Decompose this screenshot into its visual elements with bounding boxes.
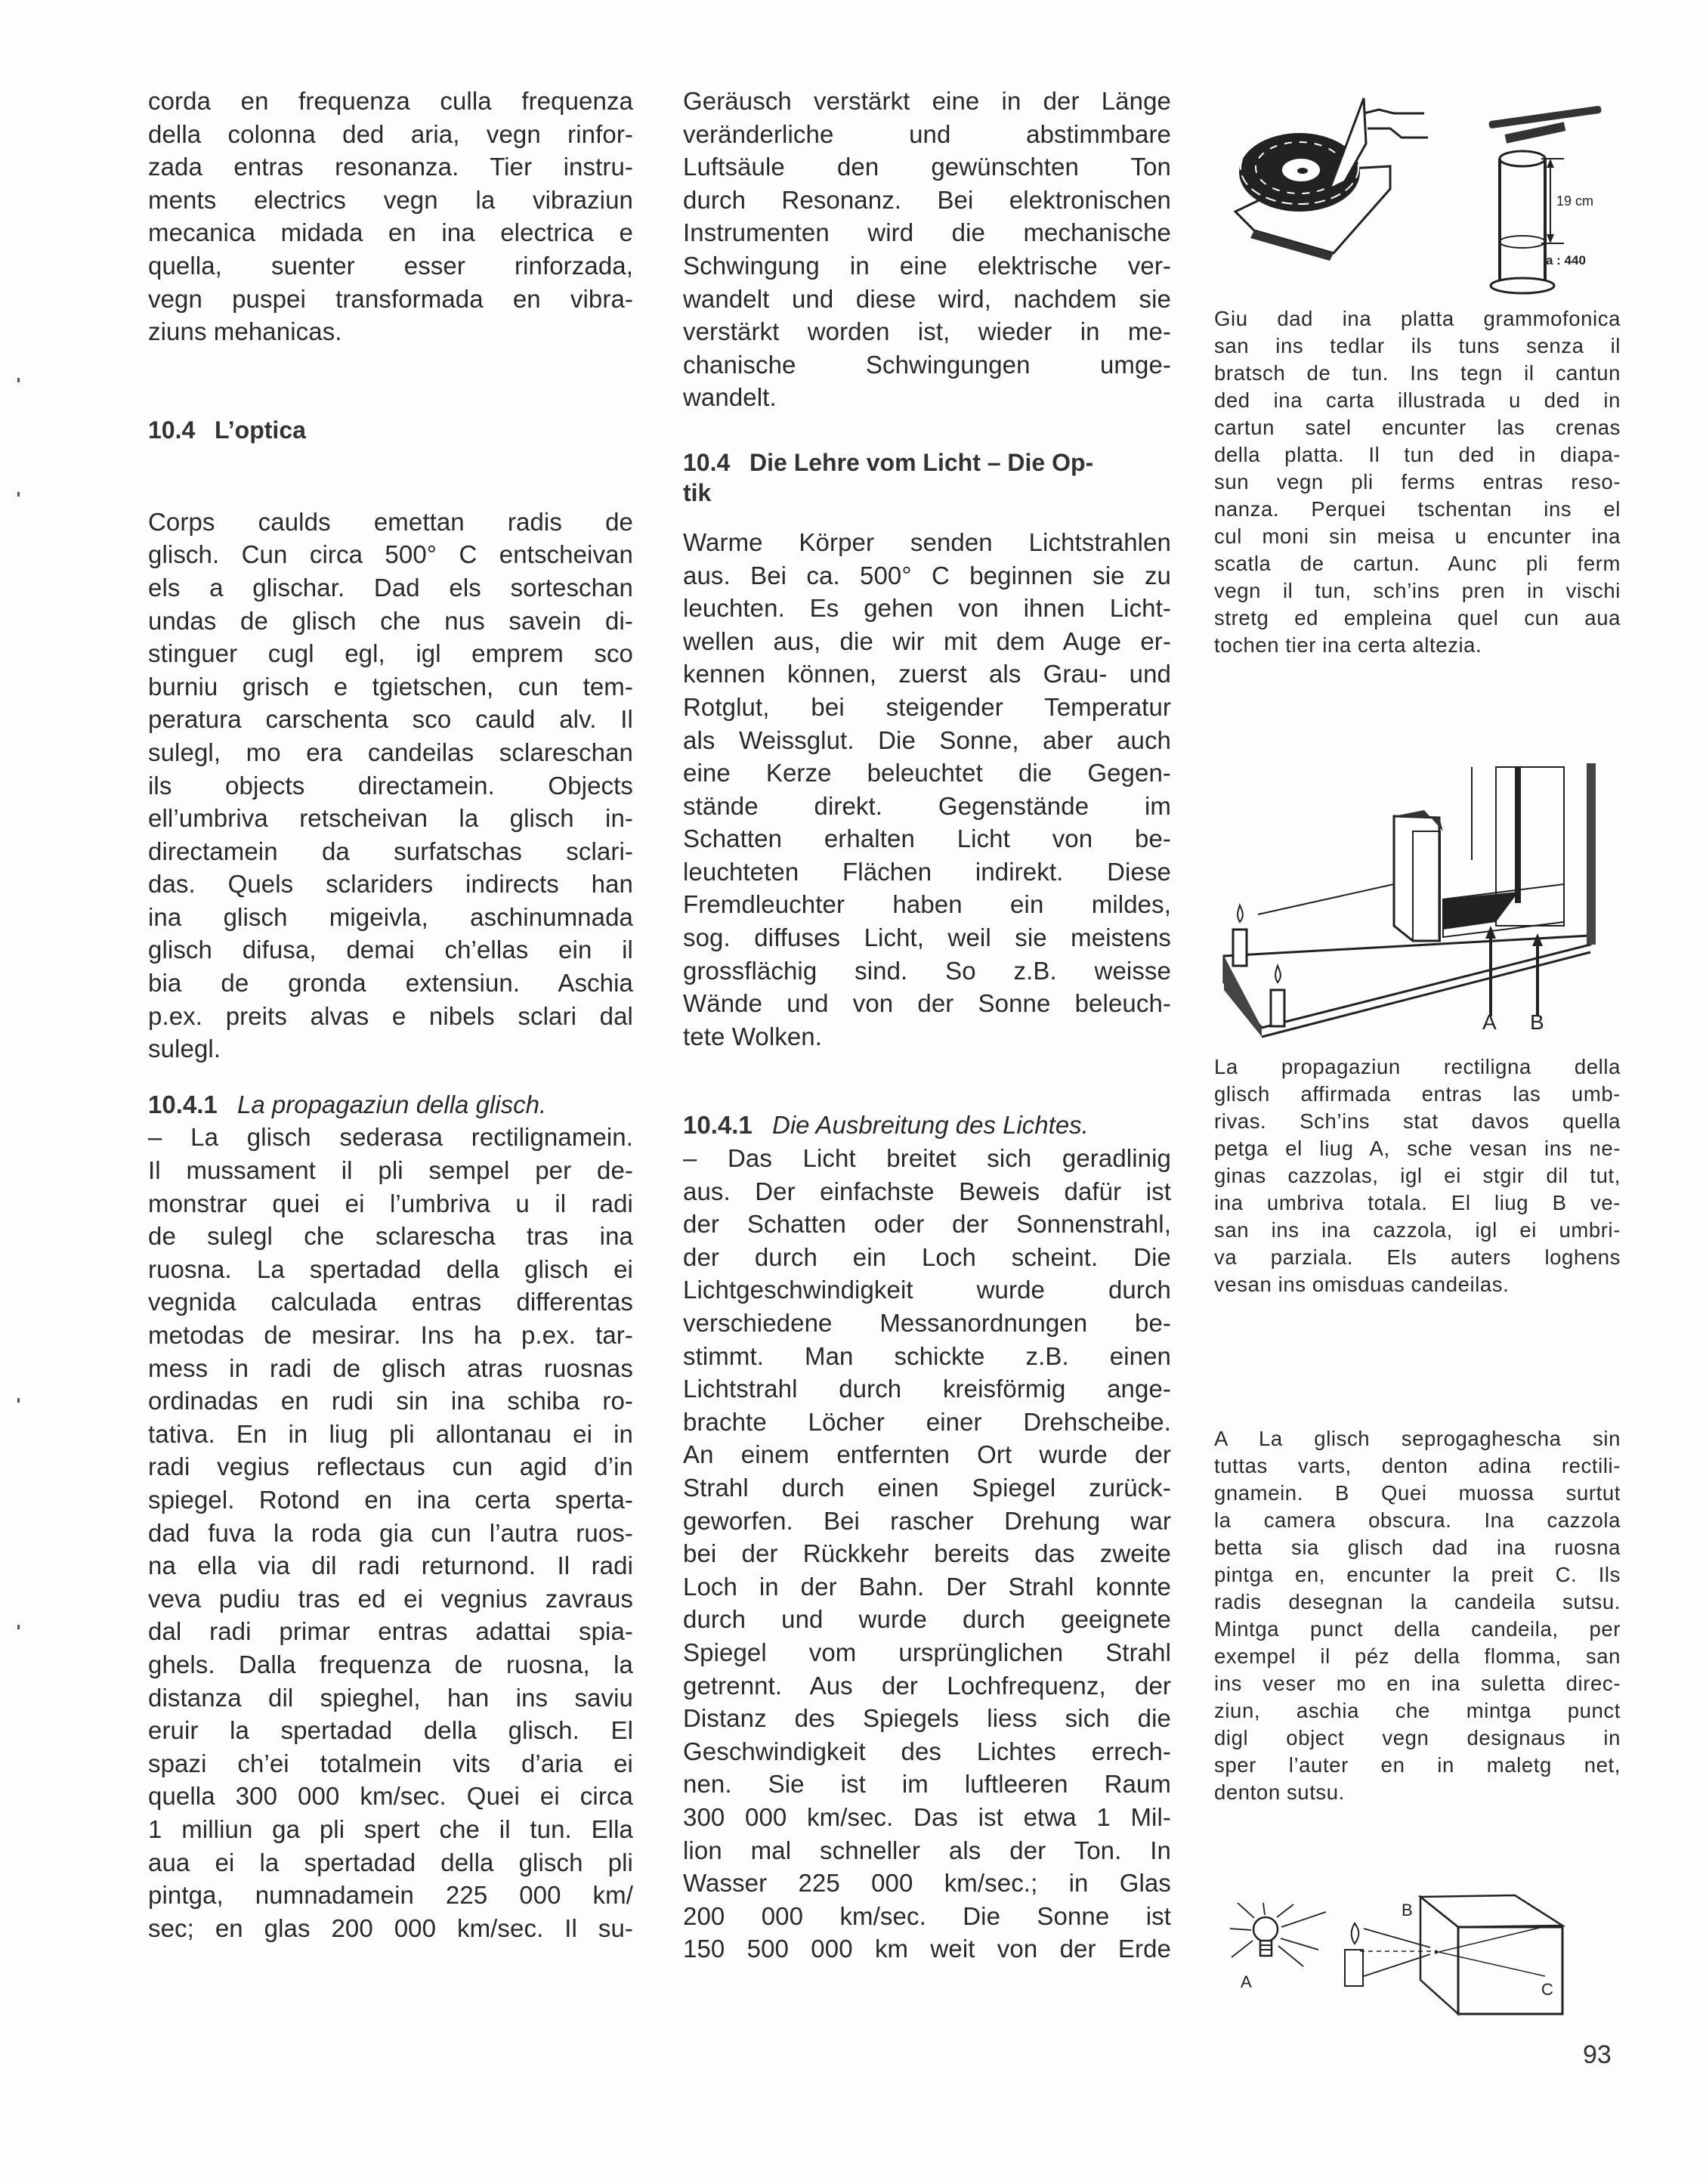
- caption-camera-obscura: [1214, 1425, 1621, 1806]
- text-line: der Schatten oder der Sonnenstrahl,: [683, 1210, 1171, 1239]
- text-line: durch Resonanz. Bei elektronischen: [683, 185, 1171, 214]
- scan-speck: [17, 492, 20, 497]
- figure-bulb-and-camera-obscura: [1209, 1874, 1624, 2025]
- caption-line: sun vegn pli ferms entras reso-: [1214, 470, 1621, 493]
- text-line: ils objects directamein. Objects: [148, 771, 633, 800]
- caption-line: scatla de cartun. Aunc pli ferm: [1214, 552, 1621, 575]
- section-number: 10.4: [148, 416, 196, 444]
- middle-intro-paragraph: [683, 85, 1171, 414]
- text-line: quella, suenter esser rinforzada,: [148, 251, 633, 280]
- text-line: de sulegl che sclarescha tras ina: [148, 1222, 633, 1251]
- figure-gramophone-and-resonance-tube: [1209, 83, 1624, 302]
- caption-line: exempel il péz della flomma, san: [1214, 1644, 1621, 1668]
- scan-speck: [17, 378, 20, 382]
- caption-line: stretg ed empleina quel cun aua: [1214, 606, 1621, 630]
- text-line: bia de gronda extensiun. Aschia: [148, 969, 633, 998]
- text-line: tete Wolken.: [683, 1022, 823, 1050]
- subsection-heading-10-4-1-romansh: [148, 1088, 633, 1121]
- caption-line: La propagaziun rectiligna della: [1214, 1055, 1621, 1078]
- text-line: das. Quels sclariders indirects han: [148, 870, 633, 899]
- caption-line: ginas cazzolas, igl ei stgir dil tut,: [1214, 1164, 1621, 1187]
- caption-line: ziun, aschia che mintga punct: [1214, 1699, 1621, 1722]
- text-line: Geräusch verstärkt eine in der Länge: [683, 87, 1171, 115]
- text-line: directamein da surfatschas sclari-: [148, 837, 633, 865]
- text-line: zada entras resonanza. Tier instru-: [148, 153, 633, 181]
- text-line: mess in radi de glisch atras ruosnas: [148, 1353, 633, 1382]
- caption-line: glisch affirmada entras las umb-: [1214, 1082, 1621, 1106]
- left-intro-paragraph: [148, 85, 633, 348]
- caption-shadow: [1214, 1053, 1621, 1298]
- caption-line: san ins tedlar ils tuns senza il: [1214, 334, 1621, 357]
- caption-line: va parziala. Els auters loghens: [1214, 1245, 1621, 1269]
- caption-line: san ins ina cazzola, igl ei umbri-: [1214, 1218, 1621, 1242]
- subsection-heading-10-4-1-german: [683, 1109, 1171, 1142]
- text-line: stinguer cugl egl, igl emprem sco: [148, 639, 633, 668]
- text-line: Corps caulds emettan radis de: [148, 507, 633, 536]
- text-line: verstärkt worden ist, wieder in me-: [683, 317, 1171, 346]
- subsection-title: Die Ausbreitung des Lichtes.: [772, 1111, 1089, 1140]
- text-line: monstrar quei ei l’umbriva u il radi: [148, 1189, 633, 1217]
- text-line: 300 000 km/sec. Das ist etwa 1 Mil-: [683, 1802, 1171, 1831]
- figure-label-a: A: [1241, 1972, 1252, 1991]
- caption-line: pintga en, encunter la preit C. Ils: [1214, 1563, 1621, 1586]
- text-line: 1 milliun ga pli spert che il tun. Ella: [148, 1814, 633, 1843]
- text-line: els a glischar. Dad els sorteschan: [148, 573, 633, 602]
- section-number: 10.4: [683, 448, 731, 476]
- figure-label-b: B: [1530, 1010, 1544, 1034]
- camera-obscura-illustration: [1209, 1874, 1624, 2025]
- text-line: Schatten erhalten Licht von be-: [683, 824, 1171, 853]
- text-line: mecanica midada en ina electrica e: [148, 218, 633, 247]
- text-line: Wasser 225 000 km/sec.; in Glas: [683, 1869, 1171, 1898]
- text-line: Fremdleuchter haben ein mildes,: [683, 890, 1171, 919]
- text-line: Loch in der Bahn. Der Strahl konnte: [683, 1572, 1171, 1601]
- page-number: 93: [1583, 2040, 1612, 2069]
- middle-column: [683, 85, 1171, 1966]
- text-line: spazi ch’ei totalmein vits d’aria ei: [148, 1749, 633, 1777]
- text-line: ghels. Dalla frequenza de ruosna, la: [148, 1650, 633, 1678]
- text-line: sog. diffuses Licht, weil sie meistens: [683, 923, 1171, 952]
- text-line: vegn puspei transformada en vibra-: [148, 284, 633, 313]
- text-line: als Weissglut. Die Sonne, aber auch: [683, 725, 1171, 754]
- text-line: chanische Schwingungen umge-: [683, 350, 1171, 379]
- text-line: brachte Löcher einer Drehscheibe.: [683, 1407, 1171, 1436]
- text-line: veva pudiu tras ed ei vegnius zavraus: [148, 1584, 633, 1613]
- text-line: aus. Der einfachste Beweis dafür ist: [683, 1177, 1171, 1205]
- text-line: Geschwindigkeit des Lichtes errech-: [683, 1737, 1171, 1765]
- text-line: sulegl.: [148, 1035, 221, 1063]
- figure-label-frequency: a : 440: [1546, 253, 1586, 268]
- figure-label-height: 19 cm: [1556, 193, 1594, 209]
- caption-line: cartun satel encunter las crenas: [1214, 416, 1621, 439]
- light-bulb-icon: [1230, 1903, 1326, 1991]
- text-line: veränderliche und abstimmbare: [683, 119, 1171, 148]
- text-line: – Das Licht breitet sich geradlinig: [683, 1144, 1171, 1173]
- section-title: L’optica: [215, 416, 306, 444]
- caption-line: vesan ins omisduas candeilas.: [1214, 1273, 1510, 1296]
- caption-line: radis desegnan la candeila sutsu.: [1214, 1590, 1621, 1613]
- scan-speck: [17, 1398, 20, 1403]
- text-line: radi vegius reflectaus cun agid d’in: [148, 1452, 633, 1481]
- shadow-experiment-illustration: [1209, 763, 1624, 1047]
- caption-line: Giu dad ina platta grammofonica: [1214, 307, 1621, 330]
- text-line: ordinadas en rudi sin ina schiba ro-: [148, 1387, 633, 1415]
- text-line: glisch difusa, demai ch’ellas ein il: [148, 936, 633, 964]
- text-line: verschiedene Messanordnungen be-: [683, 1309, 1171, 1337]
- text-line: getrennt. Aus der Lochfrequenz, der: [683, 1671, 1171, 1700]
- text-line: undas de glisch che nus savein di-: [148, 606, 633, 635]
- text-line: peratura carschenta sco cauld alv. Il: [148, 705, 633, 734]
- caption-line: petga el liug A, sche vesan ins ne-: [1214, 1137, 1621, 1160]
- caption-line: ina umbriva totala. El liug B ve-: [1214, 1191, 1621, 1214]
- text-line: aua ei la spertadad della glisch pli: [148, 1848, 633, 1876]
- text-line: sulegl, mo era candeilas sclareschan: [148, 738, 633, 766]
- caption-line: betta sia glisch dad ina ruosna: [1214, 1536, 1621, 1559]
- middle-optics-paragraph: [683, 526, 1171, 1053]
- section-title-line: Die Lehre vom Licht – Die Op-: [749, 448, 1094, 476]
- text-line: geworfen. Bei rascher Drehung war: [683, 1506, 1171, 1535]
- text-line: pintga, numnadamein 225 000 km/: [148, 1881, 633, 1910]
- section-heading-10-4-romansh: [148, 413, 633, 447]
- caption-line: sper l’auter en in maletg net,: [1214, 1753, 1621, 1777]
- text-line: vegnida calculada entras differentas: [148, 1288, 633, 1316]
- caption-line: digl object vegn designaus in: [1214, 1726, 1621, 1749]
- text-line: der durch ein Loch scheint. Die: [683, 1242, 1171, 1271]
- text-line: ments electrics vegn la vibraziun: [148, 185, 633, 214]
- text-line: quella 300 000 km/sec. Quei ei circa: [148, 1782, 633, 1811]
- text-line: lion mal schneller als der Ton. In: [683, 1836, 1171, 1864]
- text-line: 150 500 000 km weit von der Erde: [683, 1935, 1171, 1963]
- caption-line: rivas. Sch’ins stat davos quella: [1214, 1109, 1621, 1133]
- text-line: Il mussament il pli sempel per de-: [148, 1156, 633, 1185]
- caption-gramophone: [1214, 305, 1621, 659]
- caption-line: gnamein. B Quei muossa surtut: [1214, 1481, 1621, 1505]
- text-line: nen. Sie ist im luftleeren Raum: [683, 1770, 1171, 1799]
- text-line: Lichtgeschwindigkeit wurde durch: [683, 1276, 1171, 1304]
- text-line: leuchten. Es gehen von ihnen Licht-: [683, 594, 1171, 623]
- text-line: dad fuva la roda gia cun l’autra ruos-: [148, 1518, 633, 1547]
- gramophone-illustration: [1209, 83, 1624, 302]
- text-line: Instrumenten wird die mechanische: [683, 218, 1171, 247]
- middle-propagation-paragraph: [683, 1109, 1171, 1965]
- text-line: glisch. Cun circa 500° C entscheivan: [148, 540, 633, 569]
- text-line: distanza dil spieghel, han ins saviu: [148, 1683, 633, 1712]
- text-line: wandelt.: [683, 383, 777, 412]
- caption-line: tochen tier ina certa altezia.: [1214, 633, 1482, 657]
- text-line: eine Kerze beleuchtet die Gegen-: [683, 759, 1171, 787]
- text-line: ruosna. La spertadad della glisch ei: [148, 1254, 633, 1283]
- subsection-number: 10.4.1: [683, 1111, 753, 1140]
- text-line: ina glisch migeivla, aschinumnada: [148, 902, 633, 931]
- scan-speck: [17, 1625, 20, 1629]
- caption-line: A La glisch seprogaghescha sin: [1214, 1427, 1621, 1450]
- text-line: Schwingung in eine elektrische ver-: [683, 251, 1171, 280]
- text-line: 200 000 km/sec. Die Sonne ist: [683, 1901, 1171, 1930]
- left-column: [148, 85, 633, 1944]
- text-line: na ella via dil radi returnond. Il radi: [148, 1551, 633, 1580]
- caption-line: ins veser mo en ina suletta direc-: [1214, 1672, 1621, 1695]
- figure-label-b: B: [1402, 1901, 1413, 1920]
- left-optics-paragraph: [148, 506, 633, 1066]
- text-line: Luftsäule den gewünschten Ton: [683, 153, 1171, 181]
- text-line: della colonna ded aria, vegn rinfor-: [148, 119, 633, 148]
- caption-line: bratsch de tun. Ins tegn il cantun: [1214, 361, 1621, 385]
- caption-line: Mintga punct della candeila, per: [1214, 1617, 1621, 1641]
- text-line: grossflächig sind. So z.B. weisse: [683, 956, 1171, 985]
- text-line: metodas de mesirar. Ins ha p.ex. tar-: [148, 1321, 633, 1349]
- text-line: aus. Bei ca. 500° C beginnen sie zu: [683, 561, 1171, 589]
- text-line: eruir la spertadad della glisch. El: [148, 1716, 633, 1745]
- text-line: sec; en glas 200 000 km/sec. Il su-: [148, 1913, 633, 1942]
- text-line: Rotglut, bei steigender Temperatur: [683, 692, 1171, 721]
- text-line: p.ex. preits alvas e nibels sclari dal: [148, 1001, 633, 1030]
- caption-line: denton sutsu.: [1214, 1780, 1345, 1804]
- text-line: corda en frequenza culla frequenza: [148, 87, 633, 115]
- text-line: Wände und von der Sonne beleuch-: [683, 989, 1171, 1018]
- text-line: durch und wurde durch geeignete: [683, 1605, 1171, 1634]
- figure-label-c: C: [1541, 1980, 1553, 1999]
- caption-line: nanza. Perquei tschentan ins el: [1214, 497, 1621, 521]
- text-line: leuchteten Flächen indirekt. Diese: [683, 857, 1171, 886]
- text-line: bei der Rückkehr bereits das zweite: [683, 1539, 1171, 1568]
- caption-line: tuttas varts, denton adina rectili-: [1214, 1454, 1621, 1477]
- text-line: spiegel. Rotond en ina certa sperta-: [148, 1485, 633, 1514]
- text-line: stimmt. Man schickte z.B. einen: [683, 1341, 1171, 1370]
- caption-line: ded ina carta illustrada u ded in: [1214, 388, 1621, 412]
- text-line: Warme Körper senden Lichtstrahlen: [683, 527, 1171, 556]
- text-line: Distanz des Spiegels liess sich die: [683, 1704, 1171, 1733]
- section-heading-10-4-german: [683, 446, 1171, 509]
- text-line: – La glisch sederasa rectilignamein.: [148, 1123, 633, 1152]
- text-line: wellen aus, die wir mit dem Auge er-: [683, 626, 1171, 655]
- text-line: Lichtstrahl durch kreisförmig ange-: [683, 1375, 1171, 1403]
- caption-line: della platta. Il tun ded in diapa-: [1214, 443, 1621, 466]
- text-line: tativa. En in liug pli allontanau ei in: [148, 1419, 633, 1448]
- text-line: stände direkt. Gegenstände im: [683, 791, 1171, 820]
- subsection-number: 10.4.1: [148, 1090, 218, 1118]
- text-line: burniu grisch e tgietschen, cun tem-: [148, 672, 633, 701]
- left-propagation-paragraph: [148, 1088, 633, 1944]
- text-line: dal radi primar entras adattai spia-: [148, 1617, 633, 1646]
- figure-label-a: A: [1482, 1010, 1497, 1034]
- caption-line: vegn il tun, sch’ins pren in vischi: [1214, 579, 1621, 602]
- caption-line: la camera obscura. Ina cazzola: [1214, 1508, 1621, 1532]
- text-line: wandelt und diese wird, nachdem sie: [683, 284, 1171, 313]
- text-line: Spiegel vom ursprünglichen Strahl: [683, 1638, 1171, 1666]
- subsection-title: La propagaziun della glisch.: [237, 1090, 547, 1118]
- text-line: ell’umbriva retscheivan la glisch in-: [148, 804, 633, 833]
- text-line: ziuns mehanicas.: [148, 317, 342, 346]
- section-title-line: tik: [683, 478, 712, 506]
- text-line: kennen können, zuerst als Grau- und: [683, 660, 1171, 688]
- caption-line: cul moni sin meisa u encunter ina: [1214, 524, 1621, 548]
- text-line: Strahl durch einen Spiegel zurück-: [683, 1473, 1171, 1502]
- text-line: An einem entfernten Ort wurde der: [683, 1440, 1171, 1469]
- figure-shadow-candles: [1209, 763, 1624, 1047]
